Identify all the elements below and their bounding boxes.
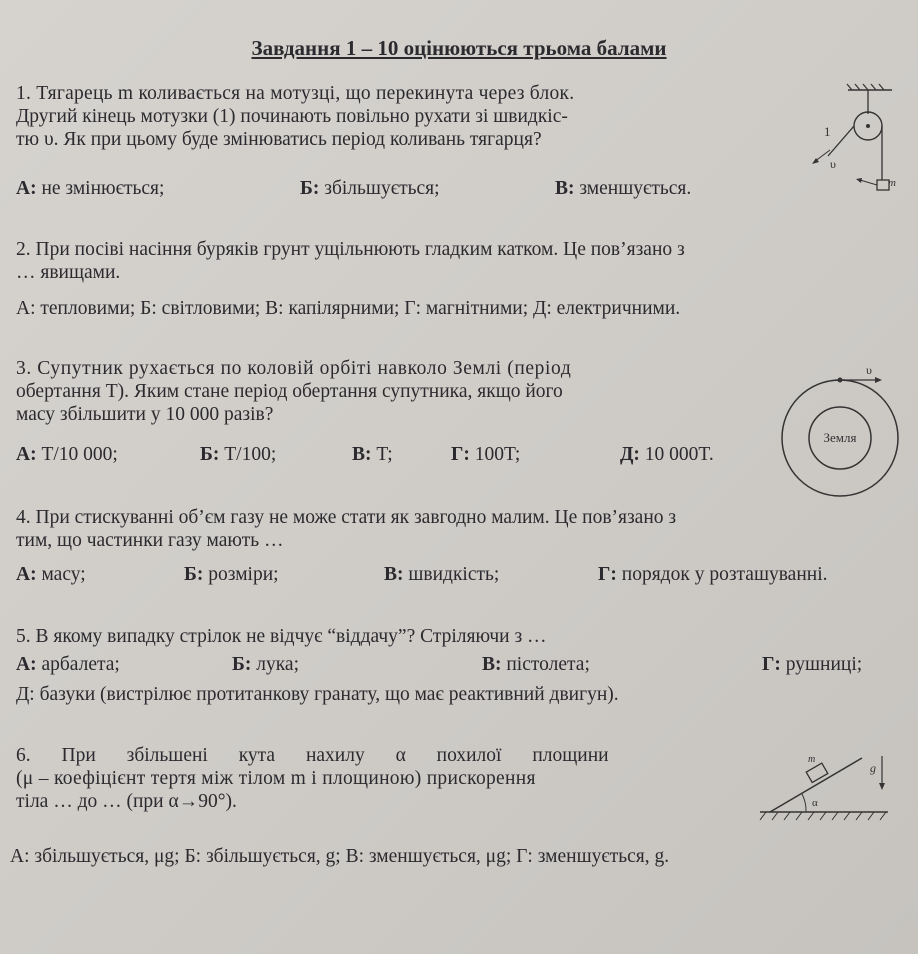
question-2 — [16, 238, 685, 284]
question-2-line-1: 2. При посіві насіння буряків грунт ущільнюють гладким катком. Це пов’язано з — [16, 239, 685, 260]
question-1-line-3: тю υ. Як при цьому буде змінюватись період коливань тягарця? — [16, 129, 542, 150]
question-6-line-1: 6. При збільшені кута нахилу α похилої площини — [16, 745, 609, 766]
pulley-diagram — [800, 82, 910, 212]
question-3-line-3: масу збільшити у 10 000 разів? — [16, 404, 274, 425]
q2-options: А: тепловими; Б: світловими; В: капілярними; Г: магнітними; Д: електричними. — [16, 298, 681, 319]
question-3-line-2: обертання T). Яким стане період обертання супутника, якщо його — [16, 381, 563, 402]
q3-option-d: Г: 100T; — [451, 444, 521, 465]
q3-option-e: Д: 10 000T. — [620, 444, 714, 465]
gravity-label: g — [870, 761, 876, 775]
orbit-diagram — [778, 358, 903, 498]
q5-option-d: Г: рушниці; — [762, 654, 863, 675]
question-2-line-2: … явищами. — [16, 262, 121, 283]
question-4-line-2: тим, що частинки газу мають … — [16, 530, 284, 551]
q1-option-c: В: зменшується. — [555, 178, 692, 199]
q4-option-d: Г: порядок у розташуванні. — [598, 564, 828, 585]
q3-option-a: А: T/10 000; — [16, 444, 118, 465]
question-6 — [16, 744, 609, 813]
q5-option-c: В: пістолета; — [482, 654, 590, 675]
question-3 — [16, 357, 571, 426]
q3-option-c: В: T; — [352, 444, 393, 465]
angle-label: α — [812, 797, 818, 809]
question-5-line-1: 5. В якому випадку стрілок не відчує “віддачу”? Стріляючи з … — [16, 626, 547, 647]
question-1-line-2: Другий кінець мотузки (1) починають повільно рухати зі швидкіс- — [16, 106, 568, 127]
question-6-line-2: (μ – коефіцієнт тертя між тілом m і площиною) прискорення — [16, 768, 536, 789]
earth-label: Земля — [823, 430, 857, 445]
section-title: Завдання 1 – 10 оцінюються трьома балами — [251, 36, 667, 60]
incline-diagram — [758, 748, 898, 832]
question-1 — [16, 82, 574, 151]
q5-option-b: Б: лука; — [232, 654, 299, 675]
rope-label: 1 — [824, 124, 831, 139]
q5-option-a: А: арбалета; — [16, 654, 120, 675]
q4-option-b: Б: розміри; — [184, 564, 279, 585]
q1-option-a: А: не змінюється; — [16, 178, 165, 199]
mass-label: m — [888, 177, 896, 189]
q3-option-b: Б: T/100; — [200, 444, 277, 465]
q4-option-c: В: швидкість; — [384, 564, 500, 585]
q6-options: А: збільшується, μg; Б: збільшується, g; В: зменшується, μg; Г: зменшується, g. — [10, 846, 670, 867]
orbit-figure — [778, 358, 903, 503]
velocity-label: υ — [830, 157, 836, 171]
question-4 — [16, 506, 676, 552]
question-3-line-1: 3. Супутник рухається по коловій орбіті навколо Землі (період — [16, 358, 572, 379]
q5-option-e: Д: базуки (вистрілює протитанкову гранату, що має реактивний двигун). — [16, 684, 619, 705]
question-5 — [16, 625, 547, 648]
incline-mass-label: m — [808, 754, 816, 765]
q1-option-b: Б: збільшується; — [300, 178, 440, 199]
pulley-figure — [800, 82, 910, 217]
question-6-line-3: тіла … до … (при α→90°). — [16, 791, 237, 812]
q4-option-a: А: масу; — [16, 564, 86, 585]
orbit-velocity-label: υ — [866, 363, 872, 377]
incline-figure — [758, 748, 898, 837]
question-4-line-1: 4. При стискуванні об’єм газу не може стати як завгодно малим. Це пов’язано з — [16, 507, 677, 528]
question-1-line-1: 1. Тягарець m коливається на мотузці, що перекинута через блок. — [16, 83, 575, 104]
